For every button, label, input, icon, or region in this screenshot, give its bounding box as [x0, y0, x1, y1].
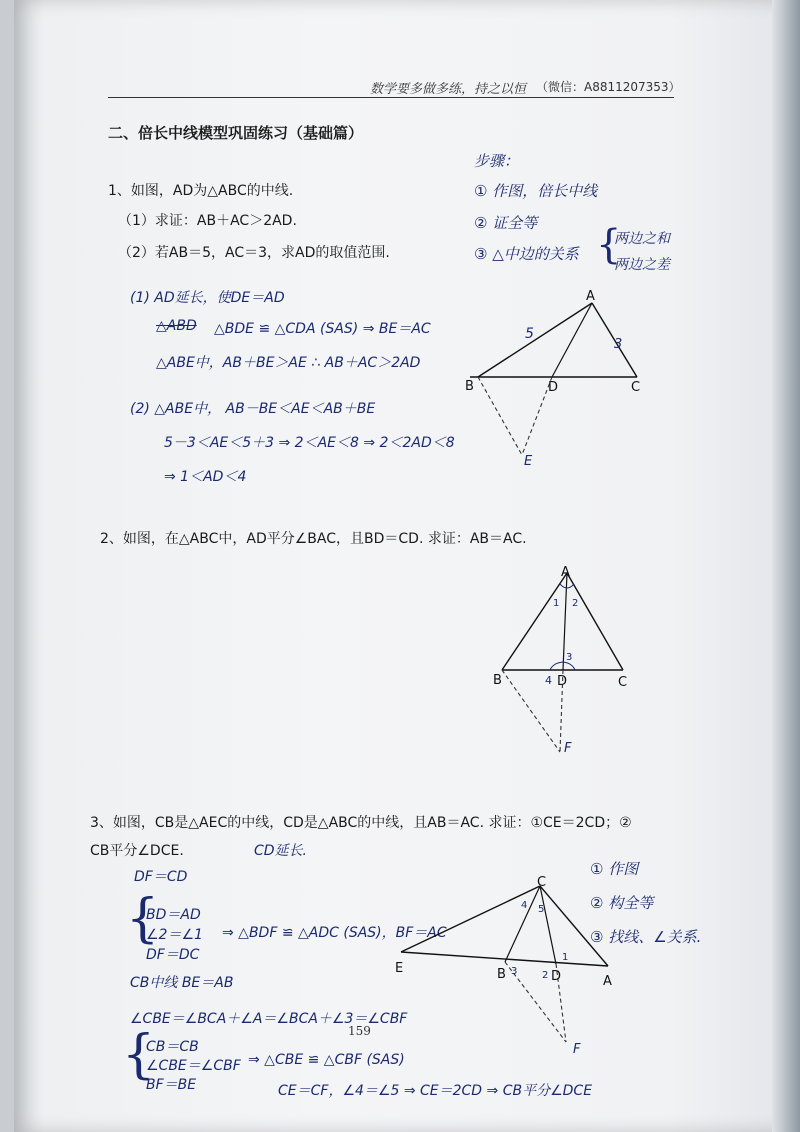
q3-work-line-4: ∠CBE＝∠BCA＋∠A＝∠BCA＋∠3＝∠CBF — [130, 1011, 408, 1027]
q1-work-line-1: (1) AD延长，使DE＝AD — [130, 290, 285, 306]
q3-work-brace2-c: BF＝BE — [146, 1077, 197, 1093]
steps-title: 步骤： — [474, 152, 520, 170]
fig1-label-d: D — [548, 380, 559, 395]
q3-work-brace1-a: BD＝AD — [146, 907, 201, 923]
q1-part-2: （2）若AB＝5，AC＝3，求AD的取值范围. — [118, 245, 390, 261]
q1-stem: 1、如图，AD为△ABC的中线. — [108, 183, 294, 199]
q3-brace-2: { — [122, 1025, 156, 1085]
steps-item-3: ③ △中边的关系 — [474, 245, 579, 263]
q3-work-brace2-b: ∠CBE＝∠CBF — [146, 1058, 241, 1074]
fig2-label-a: A — [561, 565, 570, 580]
fig3-label-d: D — [551, 969, 562, 984]
fig3-label-f: F — [573, 1042, 581, 1057]
page-number: 159 — [348, 1024, 371, 1038]
q3-work-line-5: ⇒ △CBE ≌ △CBF (SAS) — [248, 1052, 405, 1068]
q3-work-line-2: ⇒ △BDF ≌ △ADC (SAS)，BF＝AC — [222, 925, 447, 941]
fig3-label-b: B — [497, 967, 506, 982]
fig3-seg-cd — [540, 886, 556, 964]
q3-work-brace1-c: DF＝DC — [146, 947, 200, 963]
q3-stem-2: CB平分∠DCE. — [90, 843, 184, 859]
fig2-angle-1: 1 — [553, 598, 560, 609]
fig2-angle-3: 3 — [566, 652, 573, 663]
q1-work-line-5: 5－3＜AE＜5＋3 ⇒ 2＜AE＜8 ⇒ 2＜2AD＜8 — [164, 435, 455, 451]
q3-work-line-1: DF＝CD — [134, 869, 188, 885]
fig1-label-a: A — [586, 289, 595, 304]
fig3-angle-5: 5 — [538, 904, 545, 915]
fig3-angle-4: 4 — [521, 900, 528, 911]
q1-part-1: （1）求证：AB＋AC＞2AD. — [118, 213, 297, 229]
steps-item-3b: 两边之差 — [614, 257, 670, 273]
steps-item-1: ① 作图，倍长中线 — [474, 182, 598, 200]
fig3-label-a: A — [603, 974, 612, 989]
q3-work-brace2-a: CB＝CB — [146, 1039, 199, 1055]
fig3-seg-cb — [505, 886, 540, 962]
fig1-label-b: B — [465, 379, 474, 394]
q3-work-line-6: CE＝CF，∠4＝∠5 ⇒ CE＝2CD ⇒ CB平分∠DCE — [278, 1083, 593, 1099]
q3-work-line-3: CB中线 BE＝AB — [130, 975, 234, 991]
q3-step-3: ③ 找线、∠关系. — [590, 928, 702, 946]
fig2-label-f: F — [564, 741, 572, 756]
fig3-seg-ea — [401, 952, 608, 966]
fig3-seg-ec — [401, 886, 540, 952]
q1-work-line-6: ⇒ 1＜AD＜4 — [164, 469, 247, 485]
section-title: 二、倍长中线模型巩固练习（基础篇） — [108, 124, 364, 142]
fig2-label-b: B — [493, 673, 502, 688]
fig3-label-e: E — [395, 961, 404, 976]
q1-work-struck: △ABD — [156, 318, 197, 334]
q3-step-2: ② 构全等 — [590, 894, 654, 912]
q3-work-brace1-b: ∠2＝∠1 — [146, 927, 203, 943]
q3-brace-1: { — [126, 889, 160, 949]
fig1-label-side-ac: 3 — [614, 337, 623, 352]
q2-stem: 2、如图，在△ABC中，AD平分∠BAC，且BD＝CD. 求证：AB＝AC. — [100, 531, 527, 547]
fig2-angle-4: 4 — [545, 674, 552, 687]
fig3-label-c: C — [537, 875, 547, 890]
q3-stem: 3、如图，CB是△AEC的中线，CD是△ABC的中线，且AB＝AC. 求证：①CE＝2CD；② — [90, 815, 632, 831]
header-wechat: （微信：A8811207353） — [536, 80, 681, 94]
fig1-label-side-ab: 5 — [525, 326, 534, 342]
fig3-angle-2: 2 — [542, 970, 549, 981]
fig2-label-d: D — [557, 674, 568, 689]
q1-work-line-4: (2) △ABE中， AB－BE＜AE＜AB＋BE — [130, 401, 376, 417]
steps-item-2: ② 证全等 — [474, 214, 538, 232]
q1-work-line-3: △ABE中，AB＋BE＞AE ∴ AB＋AC＞2AD — [156, 355, 421, 371]
fig1-label-c: C — [631, 380, 641, 395]
q3-hint: CD延长. — [254, 843, 308, 859]
fig3-angle-1: 1 — [562, 952, 569, 963]
fig3-angle-3: 3 — [511, 966, 518, 977]
steps-brace: { — [596, 222, 622, 268]
fig2-angle-2: 2 — [572, 598, 579, 609]
fig1-label-e: E — [524, 454, 533, 469]
q3-step-1: ① 作图 — [590, 860, 639, 878]
q1-work-line-2: △BDE ≌ △CDA (SAS) ⇒ BE＝AC — [214, 321, 431, 337]
fig2-label-c: C — [618, 675, 628, 690]
header-slogan: 数学要多做多练，持之以恒 — [370, 82, 527, 97]
fig3-seg-ca — [540, 886, 608, 966]
steps-item-3a: 两边之和 — [614, 231, 670, 247]
